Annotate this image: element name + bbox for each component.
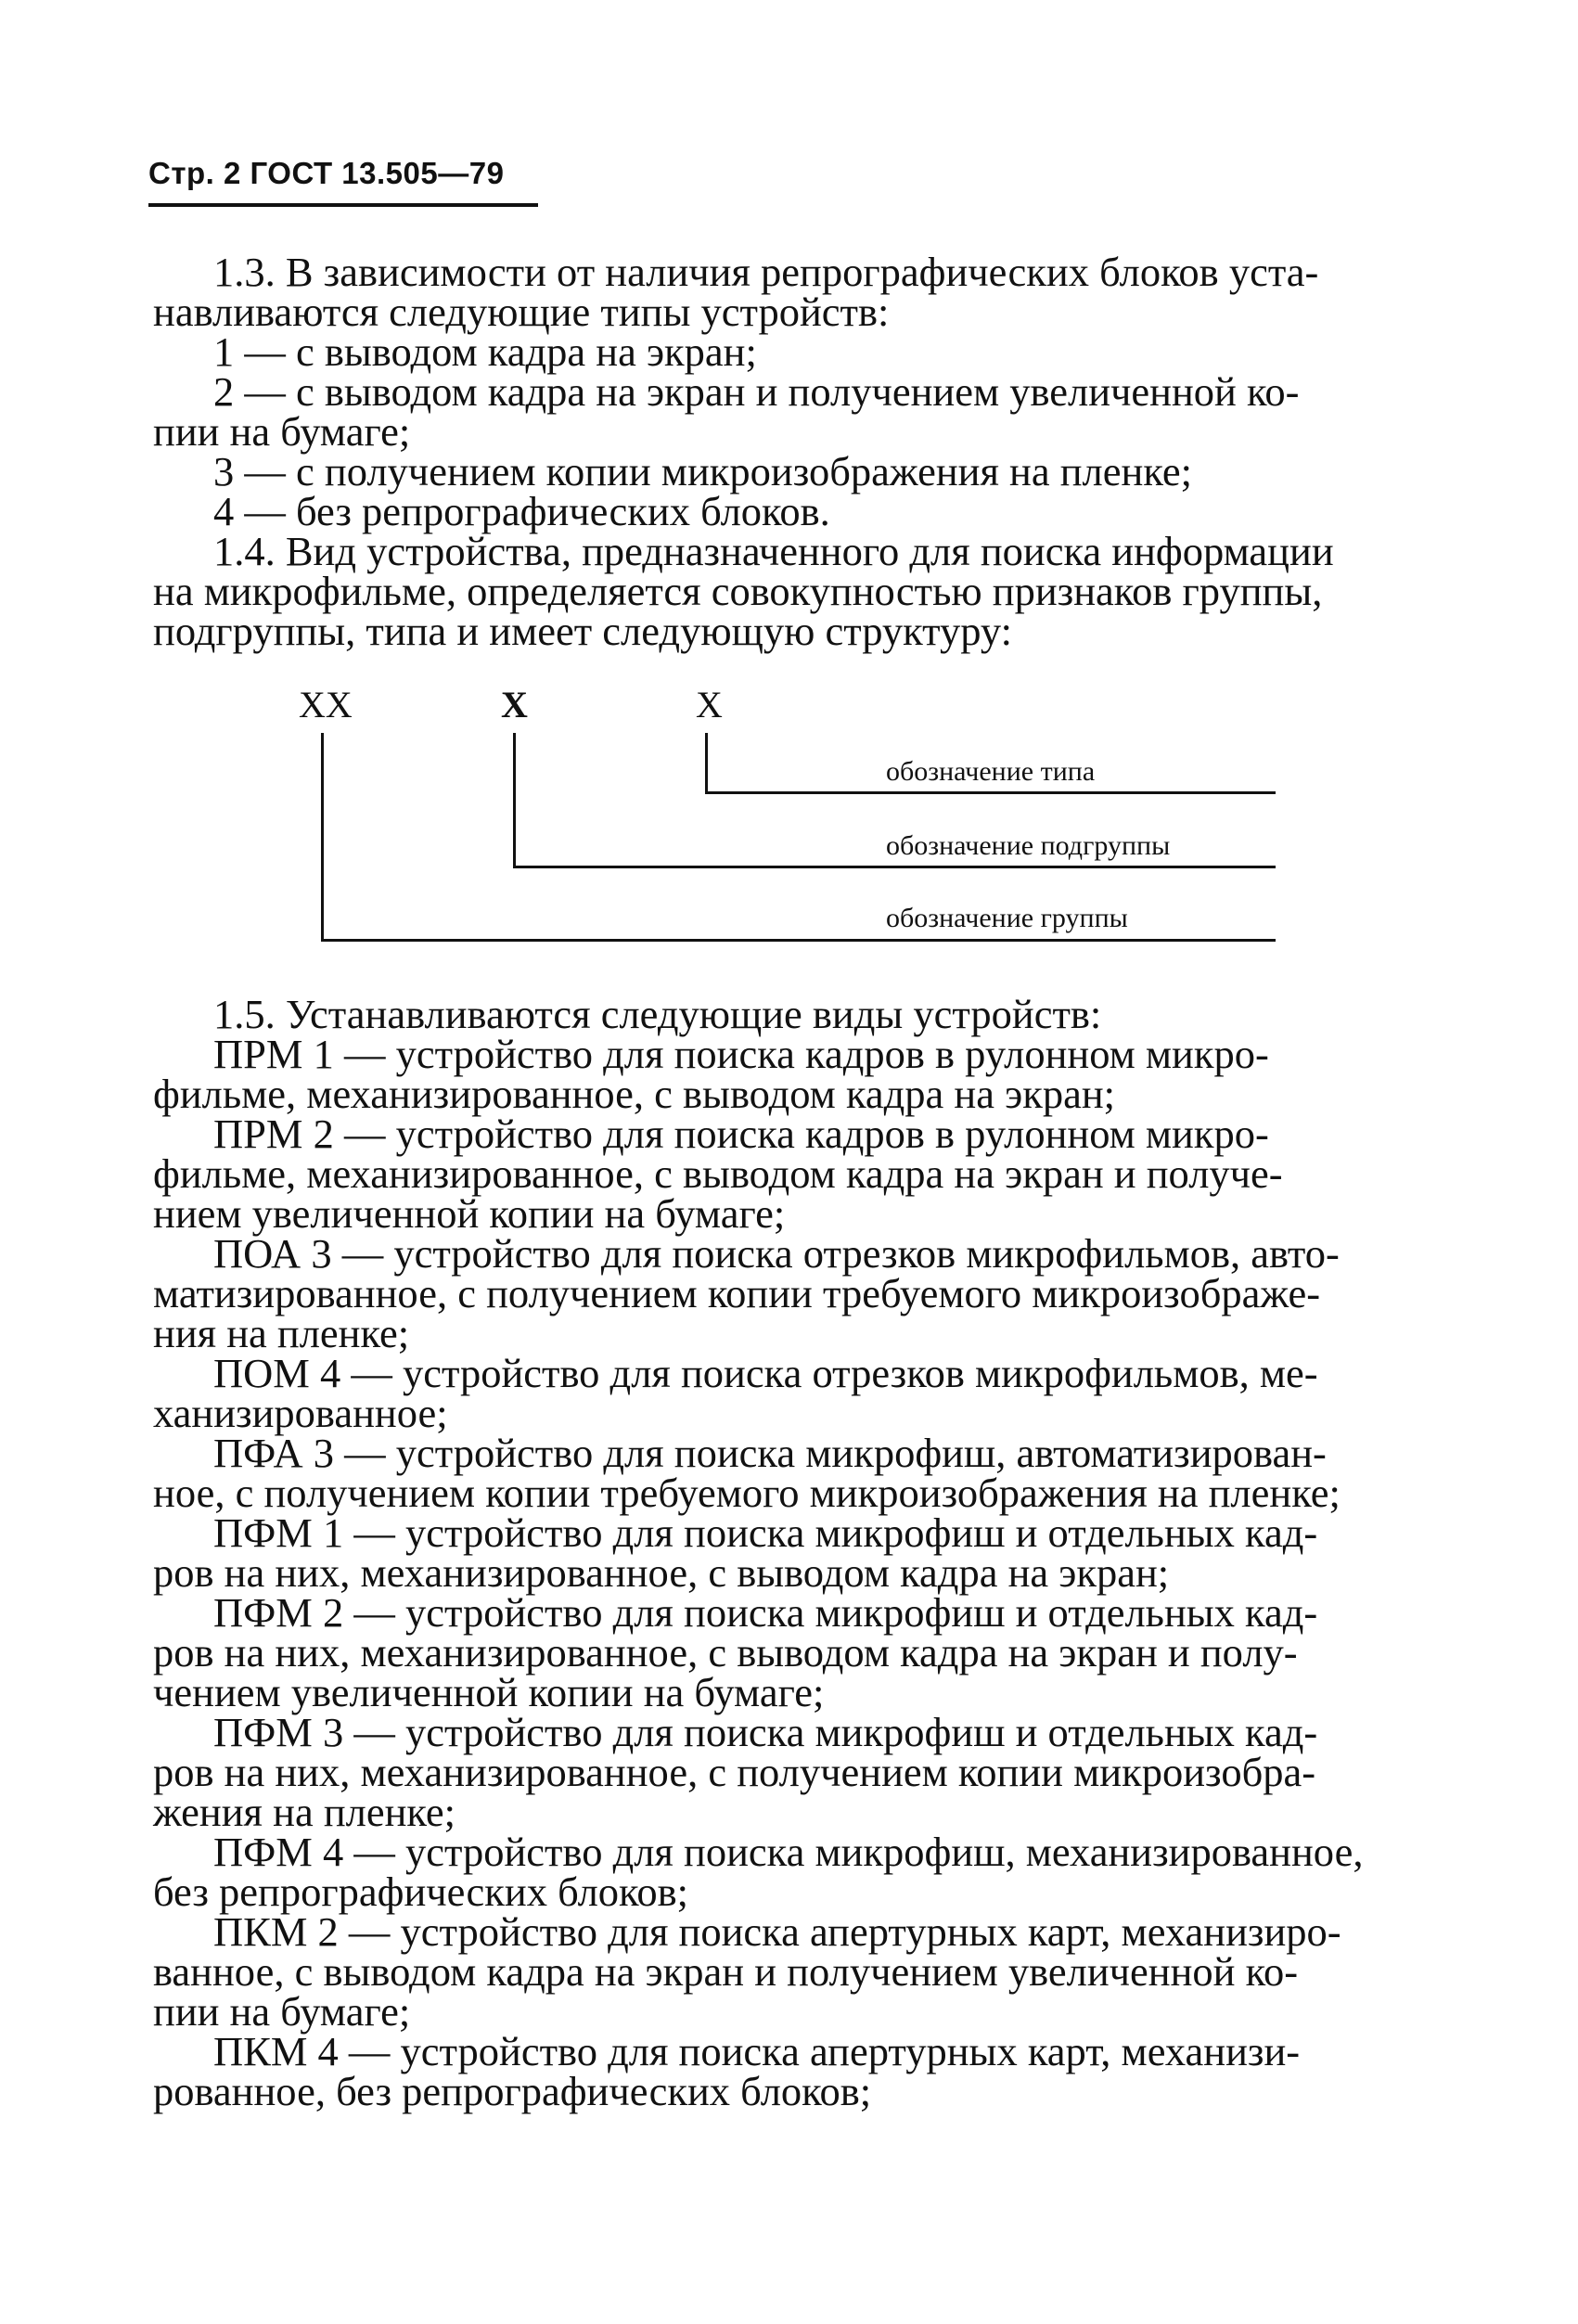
text-line: ПФМ 1 — устройство для поиска микрофиш и отдельных кад- [213,1509,1318,1556]
text-line: пии на бумаге; [153,1988,411,2035]
header-rule [148,203,538,207]
text-line: 2 — с выводом кадра на экран и получением увеличенной ко- [213,368,1300,415]
text-line: ПФА 3 — устройство для поиска микрофиш, автоматизирован- [213,1430,1327,1476]
text-line: ное, с получением копии требуемого микроизображения на пленке; [153,1470,1341,1516]
text-line: ханизированное; [153,1390,448,1436]
text-line: 4 — без репрографических блоков. [213,488,830,534]
page-header: Стр. 2 ГОСТ 13.505—79 [148,156,505,190]
text-line: навливаются следующие типы устройств: [153,289,890,335]
text-line: фильме, механизированное, с выводом кадра на экран и получе- [153,1150,1283,1197]
text-line: ПФМ 2 — устройство для поиска микрофиш и отдельных кад- [213,1589,1318,1636]
type-label: обозначение типа [886,756,1096,787]
text-line: жения на пленке; [153,1789,456,1835]
text-line: ров на них, механизированное, с выводом кадра на экран; [153,1549,1170,1596]
group-label: обозначение группы [886,903,1128,933]
text-line: 1 — с выводом кадра на экран; [213,328,757,375]
type-symbol: X [696,684,723,725]
text-line: нием увеличенной копии на бумаге; [153,1190,786,1237]
text-line: 1.4. Вид устройства, предназначенного для поиска информации [213,528,1334,574]
text-line: ния на пленке; [153,1310,410,1356]
text-line: ров на них, механизированное, с получением копии микроизобра- [153,1749,1316,1795]
group-symbol: XX [299,684,353,725]
text-line: ПФМ 3 — устройство для поиска микрофиш и отдельных кад- [213,1709,1318,1755]
text-line: пии на бумаге; [153,408,411,455]
text-line: фильме, механизированное, с выводом кадра на экран; [153,1071,1116,1117]
subgroup-label: обозначение подгруппы [886,830,1171,861]
text-line: 1.3. В зависимости от наличия репрографических блоков уста- [213,249,1319,295]
text-line: ПОА 3 — устройство для поиска отрезков микрофильмов, авто- [213,1230,1340,1277]
text-line: ПФМ 4 — устройство для поиска микрофиш, механизированное, [213,1829,1364,1875]
subgroup-symbol: X [501,684,528,725]
text-line: матизированное, с получением копии требуемого микроизображе- [153,1270,1321,1316]
text-line: чением увеличенной копии на бумаге; [153,1669,825,1715]
text-line: ПРМ 2 — устройство для поиска кадров в рулонном микро- [213,1111,1269,1157]
text-line: ПРМ 1 — устройство для поиска кадров в рулонном микро- [213,1031,1269,1077]
text-line: без репрографических блоков; [153,1868,689,1915]
text-line: ПКМ 2 — устройство для поиска апертурных карт, механизиро- [213,1908,1341,1955]
text-line: 1.5. Устанавливаются следующие виды устройств: [213,991,1102,1037]
text-line: 3 — с получением копии микроизображения на пленке; [213,448,1192,494]
text-line: ванное, с выводом кадра на экран и получением увеличенной ко- [153,1948,1299,1995]
document-body [153,249,1431,2114]
text-line: подгруппы, типа и имеет следующую структуру: [153,608,1012,654]
text-line: ПОМ 4 — устройство для поиска отрезков микрофильмов, ме- [213,1350,1318,1396]
text-line: рованное, без репрографических блоков; [153,2068,872,2114]
text-line: ров на них, механизированное, с выводом кадра на экран и полу- [153,1629,1298,1676]
text-line: на микрофильме, определяется совокупностью признаков группы, [153,568,1323,614]
text-line: ПКМ 4 — устройство для поиска апертурных карт, механизи- [213,2028,1301,2074]
